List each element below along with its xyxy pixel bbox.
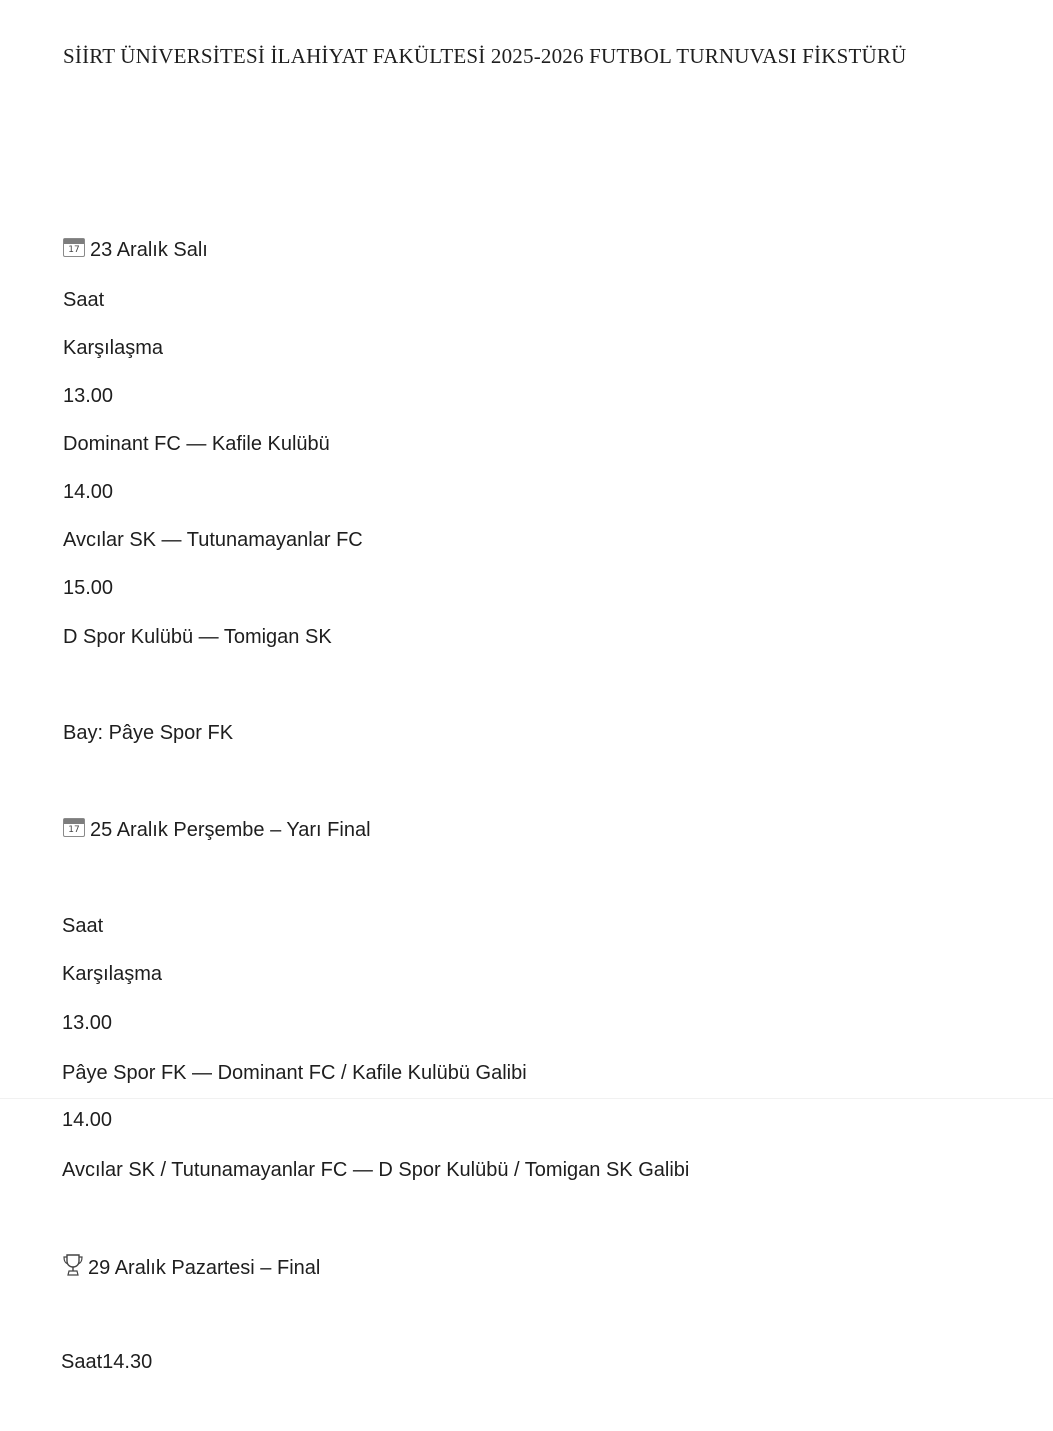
day1-date: 23 Aralık Salı xyxy=(90,239,208,261)
day1-match-header: Karşılaşma xyxy=(63,337,164,359)
document-title: SİİRT ÜNİVERSİTESİ İLAHİYAT FAKÜLTESİ 2025-2026 FUTBOL TURNUVASI FİKSTÜRÜ xyxy=(63,44,907,68)
day1-match2-time: 14.00 xyxy=(63,481,114,503)
day2-match2-time: 14.00 xyxy=(62,1109,113,1131)
scan-artifact-line xyxy=(0,1098,1053,1099)
calendar-icon: 17 xyxy=(63,818,85,837)
day2-match1-time: 13.00 xyxy=(62,1012,113,1034)
day1-bye: Bay: Pâye Spor FK xyxy=(63,722,234,744)
final-time: Saat14.30 xyxy=(61,1351,153,1373)
day1-heading xyxy=(63,237,208,263)
day2-match2-teams: Avcılar SK / Tutunamayanlar FC — D Spor Kulübü / Tomigan SK Galibi xyxy=(62,1159,690,1181)
day1-match2-teams: Avcılar SK — Tutunamayanlar FC xyxy=(63,529,363,551)
day2-date: 25 Aralık Perşembe – Yarı Final xyxy=(90,819,371,841)
day2-match-header: Karşılaşma xyxy=(62,963,163,985)
day1-time-header: Saat xyxy=(63,289,105,311)
day2-heading xyxy=(63,817,371,843)
day1-match1-time: 13.00 xyxy=(63,385,114,407)
calendar-icon: 17 xyxy=(63,238,85,257)
final-date: 29 Aralık Pazartesi – Final xyxy=(88,1257,321,1279)
day1-match3-teams: D Spor Kulübü — Tomigan SK xyxy=(63,626,332,648)
day1-match1-teams: Dominant FC — Kafile Kulübü xyxy=(63,433,330,455)
day1-match3-time: 15.00 xyxy=(63,577,114,599)
day2-time-header: Saat xyxy=(62,915,104,937)
final-heading xyxy=(62,1253,320,1281)
day2-match1-teams: Pâye Spor FK — Dominant FC / Kafile Kulübü Galibi xyxy=(62,1062,527,1084)
trophy-icon xyxy=(62,1253,84,1277)
